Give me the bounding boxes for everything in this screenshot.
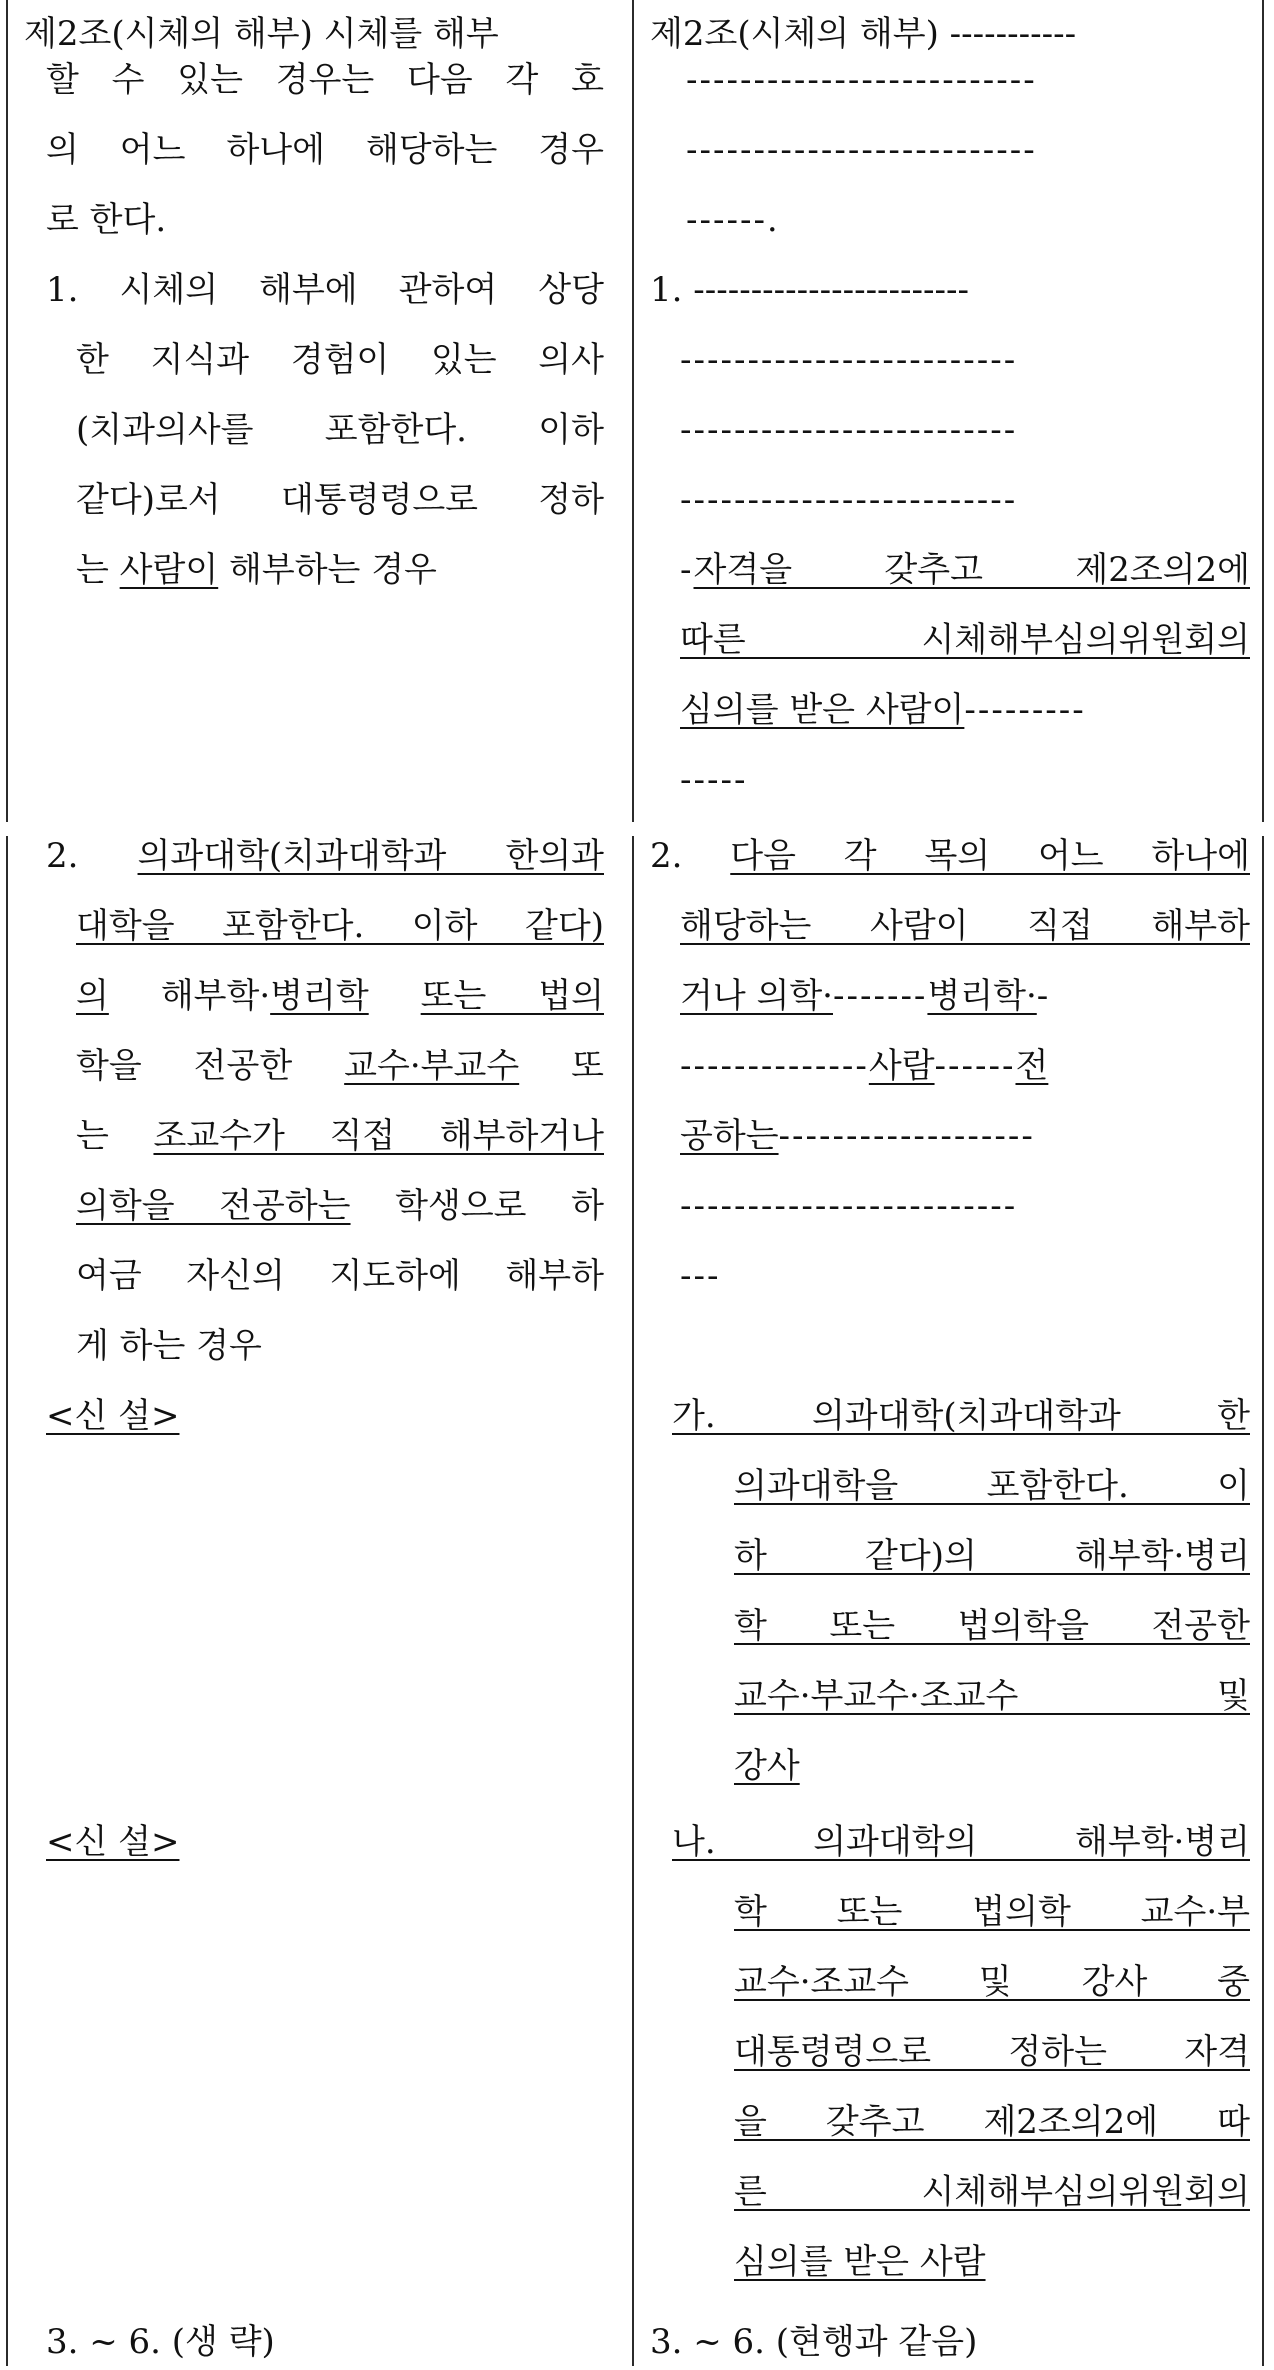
current-law-line-l16: [76, 1248, 604, 1304]
amendment-line-r15: [680, 968, 1250, 1024]
amended-text: 병리학·: [927, 976, 1037, 1016]
text-segment: 여금 자신의 지도하에 해부하: [76, 1256, 604, 1296]
amended-text: 자격을 갖추고 제2조의2에: [693, 550, 1250, 590]
current-law-line-l18: [46, 1388, 604, 1444]
amendment-line-r10: [680, 612, 1250, 668]
text-segment: 한 지식과 경험이 있는 의사: [76, 340, 604, 380]
current-law-line-l12: [76, 968, 604, 1024]
amendment-line-r16: [680, 1038, 1250, 1094]
amendment-line-r13: [650, 828, 1250, 884]
text-segment: -: [1036, 976, 1051, 1016]
amendment-line-r17: [680, 1108, 1250, 1164]
current-law-line-l15: [76, 1178, 604, 1234]
current-law-line-l5: [46, 262, 604, 318]
amendment-line-r4: [686, 192, 1250, 248]
amended-text: 하 같다)의 해부학·병리: [734, 1536, 1250, 1576]
amended-text: 사람: [868, 1046, 935, 1086]
current-law-line-l11: [76, 898, 604, 954]
text-segment: 제2조(시체의 해부) 시체를 해부: [24, 14, 499, 54]
amendment-line-r23: [734, 1598, 1250, 1654]
amendment-line-r3: [686, 122, 1250, 178]
text-segment: 3. ~ 6. (생 략): [46, 2322, 275, 2362]
amended-text: 가. 의과대학(치과대학과 한: [672, 1396, 1250, 1436]
current-law-line-l3: [46, 122, 604, 178]
table-right-border: [1262, 0, 1264, 2366]
text-segment: 의 어느 하나에 해당하는 경우: [46, 130, 604, 170]
amendment-line-r18: [680, 1178, 1250, 1234]
text-segment: 또: [519, 1046, 604, 1086]
current-law-line-l2: [46, 52, 604, 108]
text-segment: --------------------------: [686, 60, 1037, 100]
table-left-border: [6, 0, 8, 2366]
amendment-line-r32: [734, 2234, 1250, 2290]
text-segment: -------------------------: [680, 410, 1018, 450]
amendment-line-r33: [650, 2314, 1250, 2370]
text-segment: 해부학·: [108, 976, 271, 1016]
amendment-line-r25: [734, 1738, 1250, 1794]
text-segment: ---: [680, 1256, 721, 1296]
amended-text: 교수·부교수·조교수 및: [734, 1676, 1250, 1716]
amended-text: 대통령령으로 정하는 자격: [734, 2032, 1250, 2072]
current-law-line-l17: [76, 1318, 604, 1374]
amended-text: 의학을 전공하는: [76, 1186, 351, 1226]
text-segment: 2.: [46, 836, 138, 876]
text-segment: -----: [680, 760, 748, 800]
amended-text: 공하는: [680, 1116, 779, 1156]
amendment-line-r21: [734, 1458, 1250, 1514]
amendment-line-r30: [734, 2094, 1250, 2150]
amendment-line-r8: [680, 472, 1250, 528]
text-segment: 게 하는 경우: [76, 1326, 262, 1366]
current-law-line-l7: [76, 402, 604, 458]
amendment-line-r20: [672, 1388, 1250, 1444]
current-law-line-l4: [46, 192, 604, 248]
amendment-line-r12: [680, 752, 1250, 808]
text-segment: 학을 전공한: [76, 1046, 345, 1086]
text-segment: ------.: [686, 200, 780, 240]
amended-text: 른 시체해부심의위원회의: [734, 2172, 1250, 2212]
amendment-line-r2: [686, 52, 1250, 108]
amendment-line-r5: [650, 262, 1250, 318]
amendment-line-r11: [680, 682, 1250, 738]
amendment-line-r28: [734, 1954, 1250, 2010]
text-segment: -------------------: [778, 1116, 1035, 1156]
current-law-line-l6: [76, 332, 604, 388]
amended-text: 전: [1015, 1046, 1049, 1086]
amendment-line-r26: [672, 1814, 1250, 1870]
text-segment: -------------------------: [680, 340, 1018, 380]
amendment-line-r24: [734, 1668, 1250, 1724]
amended-text: 대학을 포함한다. 이하 같다): [76, 906, 604, 946]
amended-text: 병리학: [270, 976, 369, 1016]
amended-text: 사람이: [119, 550, 219, 590]
amended-text: <신 설>: [46, 1822, 180, 1862]
amended-text: 의과대학(치과대학과 한의과: [137, 836, 604, 876]
amendment-line-r19: [680, 1248, 1250, 1304]
amended-text: 해당하는 사람이 직접 해부하: [680, 906, 1250, 946]
text-segment: --------------------------: [686, 130, 1037, 170]
column-divider: [632, 0, 634, 2366]
amendment-line-r22: [734, 1528, 1250, 1584]
current-law-line-l13: [76, 1038, 604, 1094]
amendment-line-r27: [734, 1884, 1250, 1940]
text-segment: 할 수 있는 경우는 다음 각 호: [46, 60, 604, 100]
amended-text: 다음 각 목의 어느 하나에: [730, 836, 1250, 876]
amendment-line-r14: [680, 898, 1250, 954]
amended-text: 의: [76, 976, 109, 1016]
amendment-line-r6: [680, 332, 1250, 388]
amended-text: 따른 시체해부심의위원회의: [680, 620, 1250, 660]
text-segment: ------: [934, 1046, 1016, 1086]
text-segment: 3. ~ 6. (현행과 같음): [650, 2322, 978, 2362]
current-law-line-l14: [76, 1108, 604, 1164]
amended-text: 교수·조교수 및 강사 중: [734, 1962, 1250, 2002]
text-segment: -------------------------: [680, 1186, 1018, 1226]
text-segment: -: [680, 550, 694, 590]
text-segment: ---------: [964, 690, 1086, 730]
text-segment: 는: [76, 1116, 154, 1156]
text-segment: 제2조(시체의 해부) -----------: [650, 14, 1077, 54]
text-segment: 같다)로서 대통령령으로 정하: [76, 480, 604, 520]
amended-text: 또는 법의: [420, 976, 604, 1016]
text-segment: 해부하는 경우: [218, 550, 437, 590]
amendment-line-r7: [680, 402, 1250, 458]
text-segment: 1. ------------------------: [650, 270, 969, 310]
amended-text: 나. 의과대학의 해부학·병리: [672, 1822, 1250, 1862]
amended-text: <신 설>: [46, 1396, 180, 1436]
text-segment: 2.: [650, 836, 731, 876]
current-law-line-l20: [46, 2314, 604, 2370]
current-law-line-l8: [76, 472, 604, 528]
amended-text: 교수·부교수: [344, 1046, 520, 1086]
amendment-line-r29: [734, 2024, 1250, 2080]
amended-text: 심의를 받은 사람이: [680, 690, 965, 730]
amended-text: 심의를 받은 사람: [734, 2242, 986, 2282]
text-segment: 로 한다.: [46, 200, 167, 240]
amended-text: 거나 의학·: [680, 976, 833, 1016]
current-law-line-l19: [46, 1814, 604, 1870]
amended-text: 학 또는 법의학 교수·부: [734, 1892, 1250, 1932]
text-segment: --------------: [680, 1046, 869, 1086]
amended-text: 강사: [734, 1746, 800, 1786]
amended-text: 을 갖추고 제2조의2에 따: [734, 2102, 1250, 2142]
current-law-line-l10: [46, 828, 604, 884]
text-segment: -------: [833, 976, 928, 1016]
amendment-line-r31: [734, 2164, 1250, 2220]
amendment-line-r9: [680, 542, 1250, 598]
text-segment: 는: [76, 550, 120, 590]
text-segment: [369, 976, 421, 1016]
text-segment: 학생으로 하: [350, 1186, 604, 1226]
amended-text: 학 또는 법의학을 전공한: [734, 1606, 1250, 1646]
text-segment: (치과의사를 포함한다. 이하: [76, 410, 604, 450]
text-segment: 1. 시체의 해부에 관하여 상당: [46, 270, 604, 310]
amended-text: 조교수가 직접 해부하거나: [153, 1116, 604, 1156]
amended-text: 의과대학을 포함한다. 이: [734, 1466, 1250, 1506]
current-law-line-l9: [76, 542, 604, 598]
text-segment: -------------------------: [680, 480, 1018, 520]
